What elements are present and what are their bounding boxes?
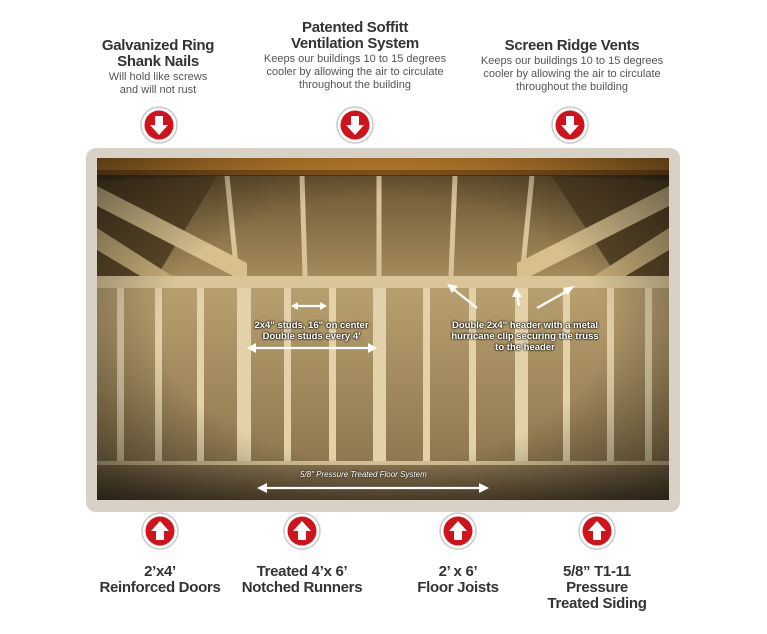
header-annotation-line2: hurricane clip securing the truss bbox=[451, 331, 599, 342]
header-annotation-line3: to the header bbox=[495, 342, 555, 353]
callout-soffit-desc bbox=[255, 53, 455, 92]
floor-annotation: 5/8" Pressure Treated Floor System bbox=[300, 470, 427, 479]
callout-siding-title bbox=[527, 564, 667, 612]
callout-ridge-title bbox=[472, 38, 672, 54]
callout-doors-title bbox=[90, 564, 230, 596]
callout-joists-title-line2: Floor Joists bbox=[417, 579, 499, 596]
callout-nails bbox=[88, 38, 228, 97]
callout-nails-title-line1: Galvanized Ring bbox=[101, 37, 215, 54]
callout-siding-title-line3: Treated Siding bbox=[547, 595, 647, 612]
arrow-up-icon bbox=[141, 512, 179, 550]
callout-doors bbox=[90, 564, 230, 596]
studs-annotation bbox=[244, 320, 379, 342]
callout-soffit-title-line1: Patented Soffitt bbox=[301, 19, 409, 36]
callout-siding-title-line2: Pressure bbox=[566, 579, 628, 596]
callout-joists-title bbox=[388, 564, 528, 596]
callout-joists-title-line1: 2’ x 6’ bbox=[438, 563, 478, 580]
callout-nails-desc-line2: and will not rust bbox=[119, 84, 197, 96]
callout-ridge-vents bbox=[472, 38, 672, 94]
arrow-up-icon bbox=[578, 512, 616, 550]
callout-nails-desc-line1: Will hold like screws bbox=[108, 71, 208, 83]
arrow-up-icon bbox=[283, 512, 321, 550]
callout-doors-title-line2: Reinforced Doors bbox=[99, 579, 221, 596]
callout-siding bbox=[527, 564, 667, 612]
arrow-down-icon bbox=[551, 106, 589, 144]
callout-soffit-desc-line1: Keeps our buildings 10 to 15 degrees bbox=[263, 53, 447, 65]
callout-runners-title-line1: Treated 4’x 6’ bbox=[256, 563, 348, 580]
callout-doors-title-line1: 2’x4’ bbox=[144, 563, 176, 580]
arrow-down-icon bbox=[336, 106, 374, 144]
callout-runners-title bbox=[232, 564, 372, 596]
callout-ridge-desc-line3: throughout the building bbox=[516, 81, 628, 93]
header-annotation bbox=[440, 320, 610, 353]
callout-soffit-title-line2: Ventilation System bbox=[291, 35, 419, 52]
callout-ridge-title-line1: Screen Ridge Vents bbox=[504, 37, 640, 54]
arrow-down-icon bbox=[140, 106, 178, 144]
callout-runners-title-line2: Notched Runners bbox=[241, 579, 363, 596]
callout-soffit-desc-line2: cooler by allowing the air to circulate bbox=[266, 66, 444, 78]
studs-annotation-line1: 2x4" studs, 16" on center bbox=[254, 320, 369, 331]
callout-soffit-desc-line3: throughout the building bbox=[299, 79, 411, 91]
callout-siding-title-line1: 5/8” T1-11 bbox=[563, 563, 631, 580]
callout-nails-desc bbox=[88, 71, 228, 97]
callout-runners bbox=[232, 564, 372, 596]
callout-soffit-title bbox=[255, 20, 455, 52]
callout-ridge-desc-line1: Keeps our buildings 10 to 15 degrees bbox=[480, 55, 664, 67]
callout-ridge-desc-line2: cooler by allowing the air to circulate bbox=[483, 68, 661, 80]
callout-nails-title bbox=[88, 38, 228, 70]
callout-joists bbox=[388, 564, 528, 596]
arrow-up-icon bbox=[439, 512, 477, 550]
callout-nails-title-line2: Shank Nails bbox=[117, 53, 199, 70]
callout-ridge-desc bbox=[472, 55, 672, 94]
studs-annotation-line2: Double studs every 4' bbox=[262, 331, 361, 342]
header-annotation-line1: Double 2x4" header with a metal bbox=[452, 320, 598, 331]
callout-soffit bbox=[255, 20, 455, 92]
